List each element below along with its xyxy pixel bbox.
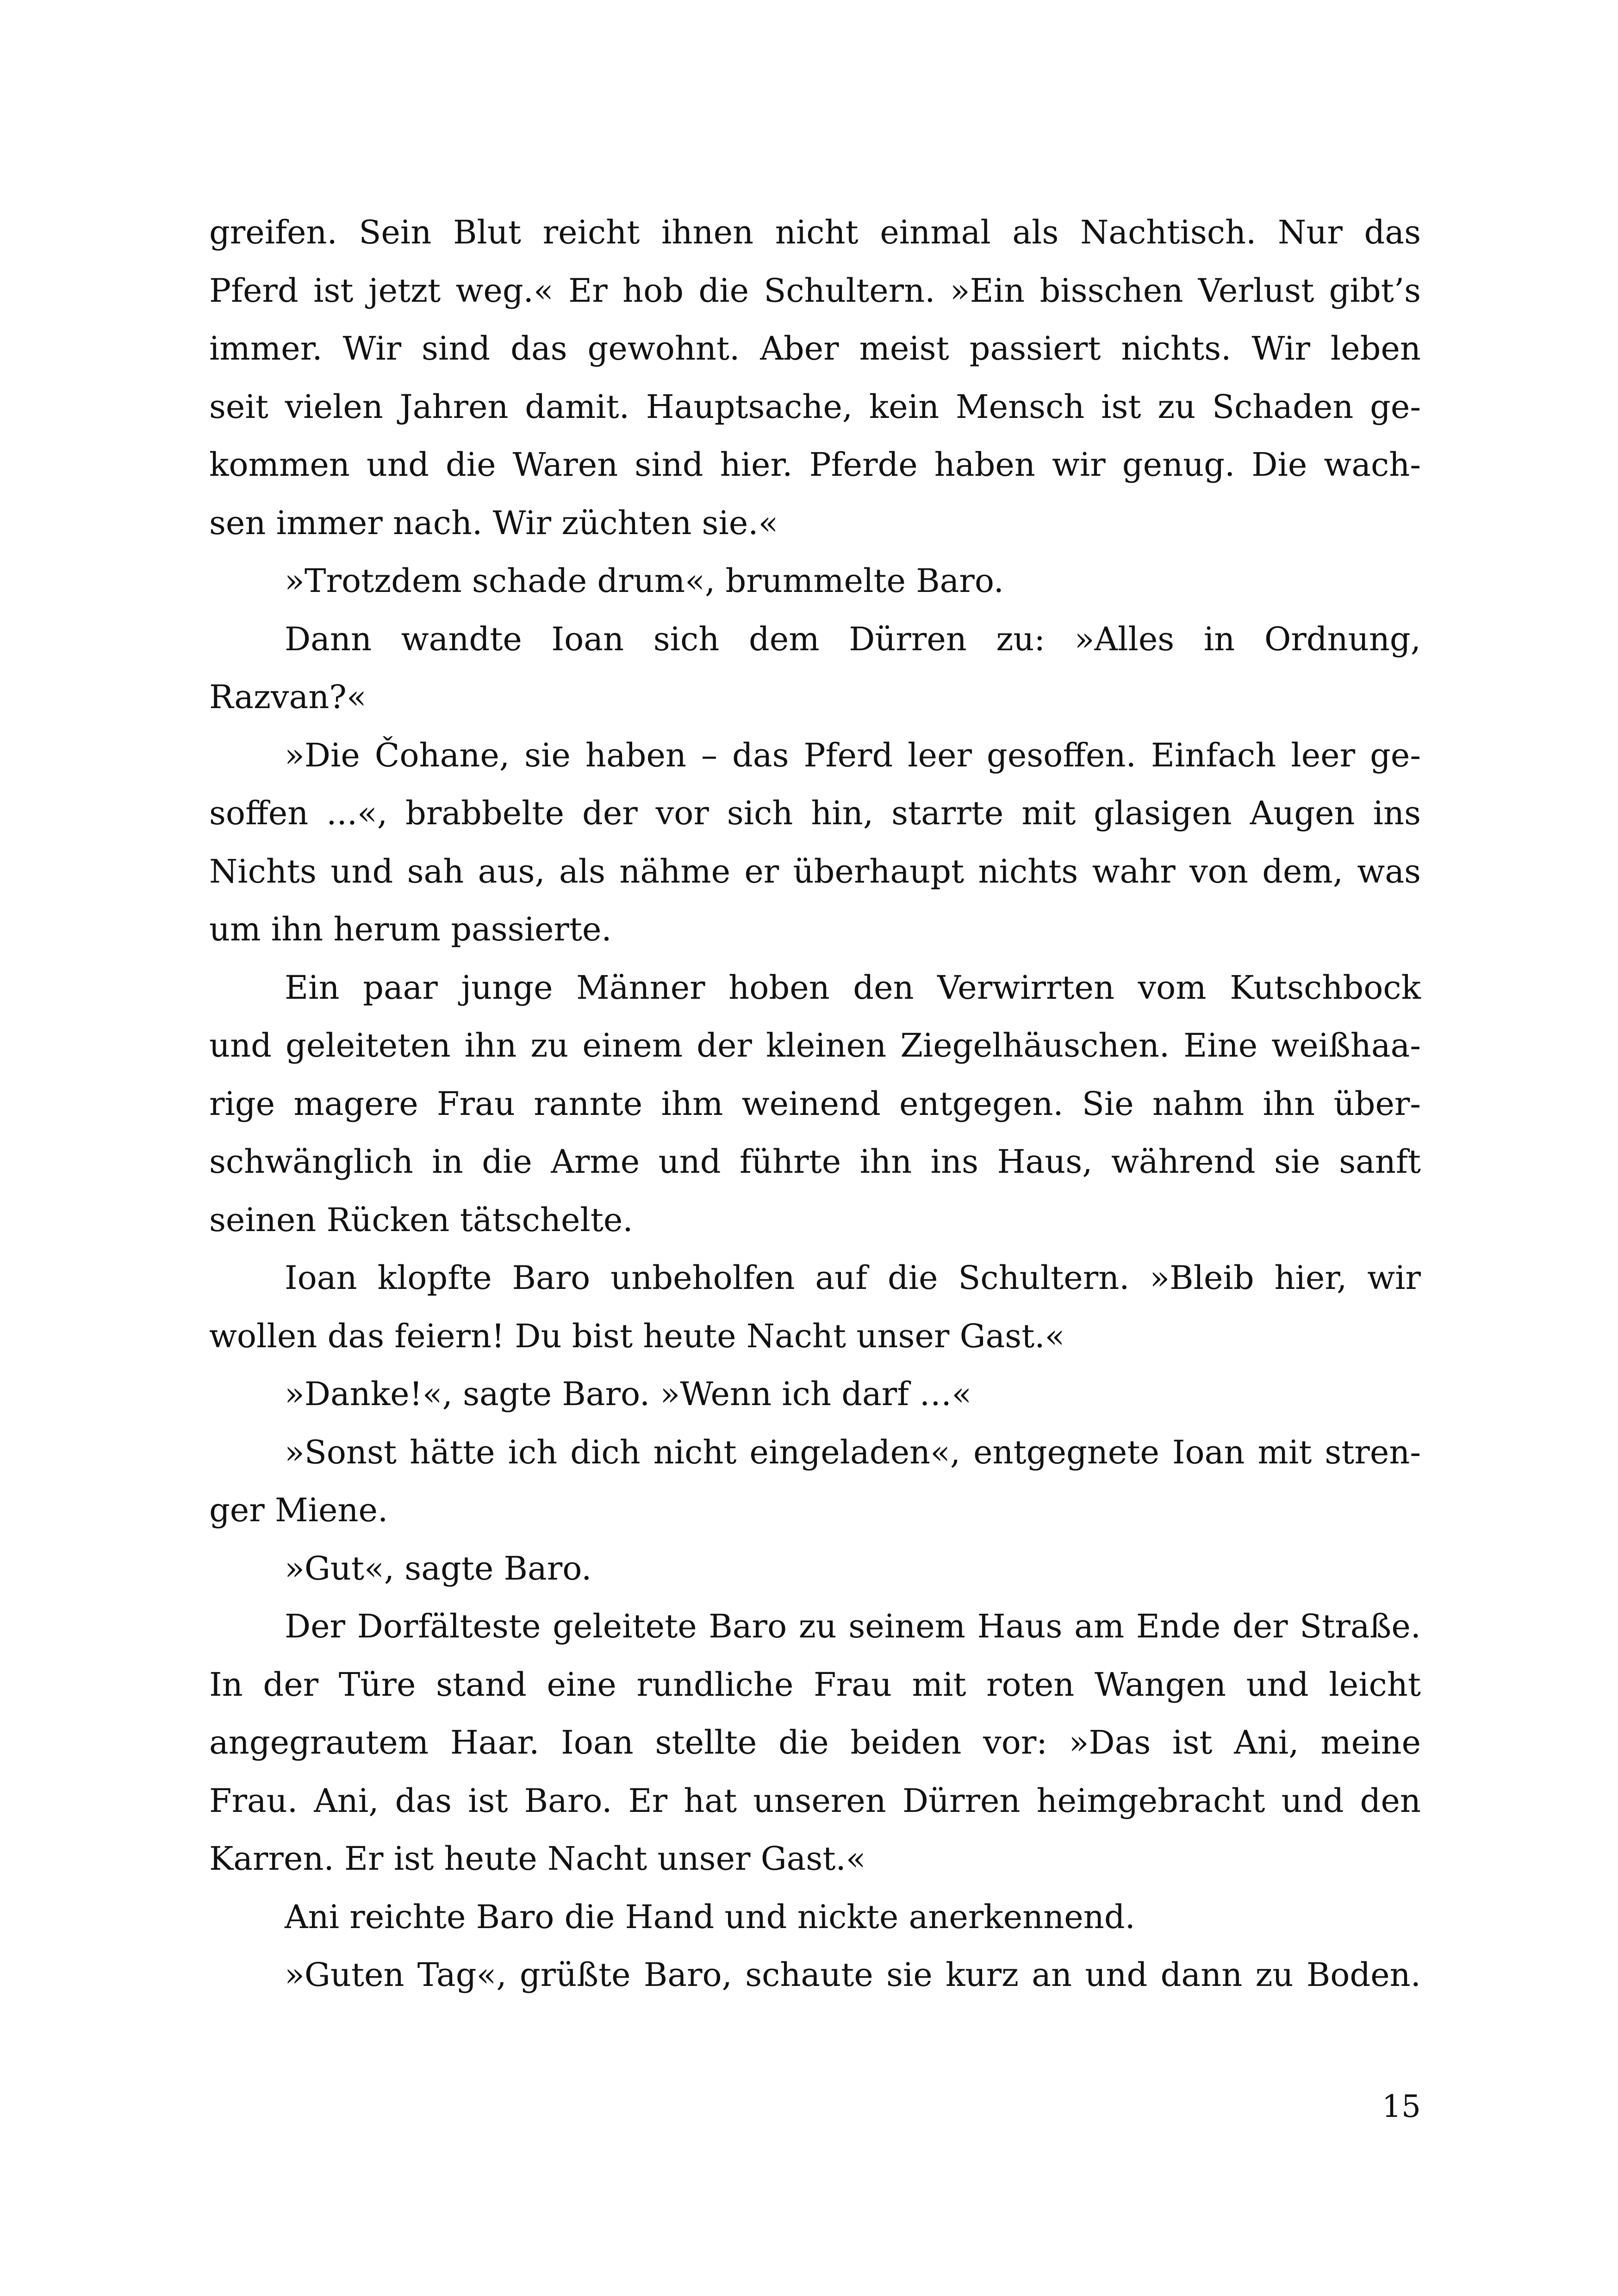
text-line: seit vielen Jahren damit. Hauptsache, kein Mensch ist zu Schaden ge- xyxy=(209,387,1421,426)
text-line: schwänglich in die Arme und führte ihn ins Haus, während sie sanft xyxy=(209,1143,1421,1181)
text-line: um ihn herum passierte. xyxy=(209,910,612,948)
text-line: Karren. Er ist heute Nacht unser Gast.« xyxy=(209,1840,866,1878)
text-line: Razvan?« xyxy=(209,678,367,716)
text-line: Ioan klopfte Baro unbeholfen auf die Schultern. »Bleib hier, wir xyxy=(285,1259,1421,1297)
text-line: wollen das feiern! Du bist heute Nacht unser Gast.« xyxy=(209,1317,1065,1355)
text-line: Pferd ist jetzt weg.« Er hob die Schultern. »Ein bisschen Verlust gibt’s xyxy=(209,271,1421,310)
text-line: »Guten Tag«, grüßte Baro, schaute sie kurz an und dann zu Boden. xyxy=(285,1956,1421,1994)
body-text xyxy=(209,204,1421,2004)
text-line: »Sonst hätte ich dich nicht eingeladen«, entgegnete Ioan mit stren- xyxy=(285,1433,1421,1471)
text-line: seinen Rücken tätschelte. xyxy=(209,1201,633,1239)
text-line: »Gut«, sagte Baro. xyxy=(285,1549,592,1587)
text-line: Ein paar junge Männer hoben den Verwirrten vom Kutschbock xyxy=(285,968,1421,1007)
text-line: »Danke!«, sagte Baro. »Wenn ich darf …« xyxy=(285,1375,972,1413)
text-line: angegrautem Haar. Ioan stellte die beiden vor: »Das ist Ani, meine xyxy=(209,1724,1421,1761)
text-line: Der Dorfälteste geleitete Baro zu seinem Haus am Ende der Straße. xyxy=(285,1607,1421,1645)
text-line: rige magere Frau rannte ihm weinend entgegen. Sie nahm ihn über- xyxy=(209,1084,1421,1123)
page-number: 15 xyxy=(1382,2089,1421,2124)
text-line: sen immer nach. Wir züchten sie.« xyxy=(209,504,778,542)
text-line: soffen ...«, brabbelte der vor sich hin, starrte mit glasigen Augen ins xyxy=(209,794,1421,832)
text-line: immer. Wir sind das gewohnt. Aber meist passiert nichts. Wir leben xyxy=(209,330,1421,367)
text-line: ger Miene. xyxy=(209,1491,388,1529)
text-line: und geleiteten ihn zu einem der kleinen Ziegelhäuschen. Eine weißhaa- xyxy=(209,1027,1421,1064)
text-line: Ani reichte Baro die Hand und nickte anerkennend. xyxy=(285,1898,1135,1936)
text-line: kommen und die Waren sind hier. Pferde haben wir genug. Die wach- xyxy=(209,446,1421,484)
text-line: greifen. Sein Blut reicht ihnen nicht einmal als Nachtisch. Nur das xyxy=(209,213,1421,251)
text-line: Dann wandte Ioan sich dem Dürren zu: »Alles in Ordnung, xyxy=(285,620,1421,658)
text-line: Nichts und sah aus, als nähme er überhaupt nichts wahr von dem, was xyxy=(209,852,1421,890)
text-line: »Die Čohane, sie haben – das Pferd leer gesoffen. Einfach leer ge- xyxy=(285,736,1421,774)
text-line: Frau. Ani, das ist Baro. Er hat unseren Dürren heimgebracht und den xyxy=(209,1781,1421,1820)
text-line: In der Türe stand eine rundliche Frau mit roten Wangen und leicht xyxy=(209,1665,1421,1704)
text-line: »Trotzdem schade drum«, brummelte Baro. xyxy=(285,562,1004,600)
